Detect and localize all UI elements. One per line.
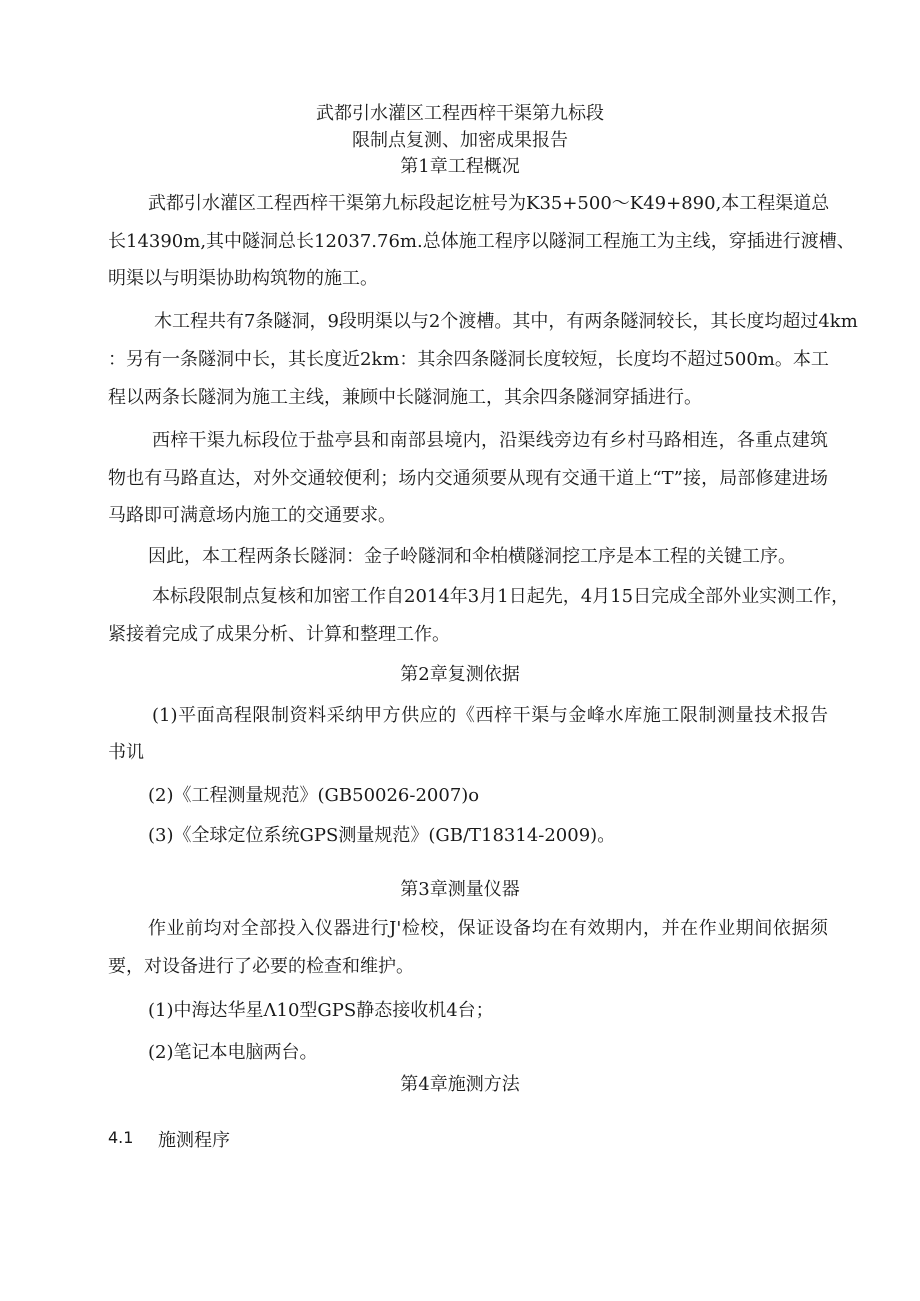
ch1-p1-line1: 武都引水灌区工程西梓干渠第九标段起讫桩号为K35+500～K49+890,本工程渠道总 — [148, 193, 830, 214]
ch2-item2: (2)《工程测量规范》(GB50026-2007)o — [148, 785, 480, 806]
chapter3-heading: 第3章测量仪器 — [400, 879, 520, 900]
section-4-1 — [108, 1128, 230, 1151]
ch3-item1: (1)中海达华星Λ10型GPS静态接收机4台； — [148, 1000, 494, 1021]
doc-title-line2: 限制点复测、加密成果报告 — [352, 130, 568, 151]
ch1-p2-line1: 木工程共有7条隧洞，9段明渠以与2个渡槽。其中，有两条隧洞较长，其长度均超过4km — [154, 311, 858, 332]
ch1-p5-line2: 紧接着完成了成果分析、计算和整理工作。 — [108, 624, 450, 645]
ch1-p3-line1: 西梓干渠九标段位于盐亭县和南部县境内，沿渠线旁边有乡村马路相连，各重点建筑 — [152, 430, 828, 451]
ch1-p3-line3: 马路即可满意场内施工的交通要求。 — [108, 505, 396, 526]
ch1-p5-line1: 本标段限制点复核和加密工作自2014年3月1日起先，4月15日完成全部外业实测工作， — [152, 586, 850, 607]
ch3-p1-line1: 作业前均对全部投入仪器进行J'检校，保证设备均在有效期内，并在作业期间依据须 — [148, 918, 828, 939]
ch1-p1-line2: 长14390m,其中隧洞总长12037.76m.总体施工程序以隧洞工程施工为主线，穿插进行渡槽、 — [108, 231, 855, 252]
ch1-p4: 因此，本工程两条长隧洞：金子岭隧洞和伞柏横隧洞挖工序是本工程的关键工序。 — [148, 546, 796, 567]
ch2-item1-line1: (1)平面高程限制资料采纳甲方供应的《西梓干渠与金峰水库施工限制测量技术报告 — [152, 705, 828, 726]
ch1-p1-line3: 明渠以与明渠协助构筑物的施工。 — [108, 268, 378, 289]
chapter1-heading: 第1章工程概况 — [400, 156, 520, 177]
ch1-p3-line2: 物也有马路直达，对外交通较便利；场内交通须要从现有交通干道上“T”接，局部修建进场 — [108, 468, 828, 489]
chapter2-heading: 第2章复测依据 — [400, 664, 520, 685]
doc-title-line1: 武都引水灌区工程西梓干渠第九标段 — [316, 103, 604, 124]
ch1-p2-line2: ：另有一条隧洞中长，其长度近2km：其余四条隧洞长度较短，长度均不超过500m。本工 — [108, 349, 829, 370]
section-number: 4.1 — [108, 1128, 134, 1147]
section-title: 施测程序 — [158, 1130, 230, 1151]
chapter4-heading: 第4章施测方法 — [400, 1074, 520, 1095]
ch1-p2-line3: 程以两条长隧洞为施工主线，兼顾中长隧洞施工，其余四条隧洞穿插进行。 — [108, 387, 702, 408]
ch3-item2: (2)笔记本电脑两台。 — [148, 1042, 318, 1063]
ch3-p1-line2: 要，对设备进行了必要的检查和维护。 — [108, 956, 414, 977]
ch2-item3: (3)《全球定位系统GPS测量规范》(GB/T18314-2009)。 — [148, 825, 616, 846]
ch2-item1-line2: 书讥 — [108, 742, 144, 763]
